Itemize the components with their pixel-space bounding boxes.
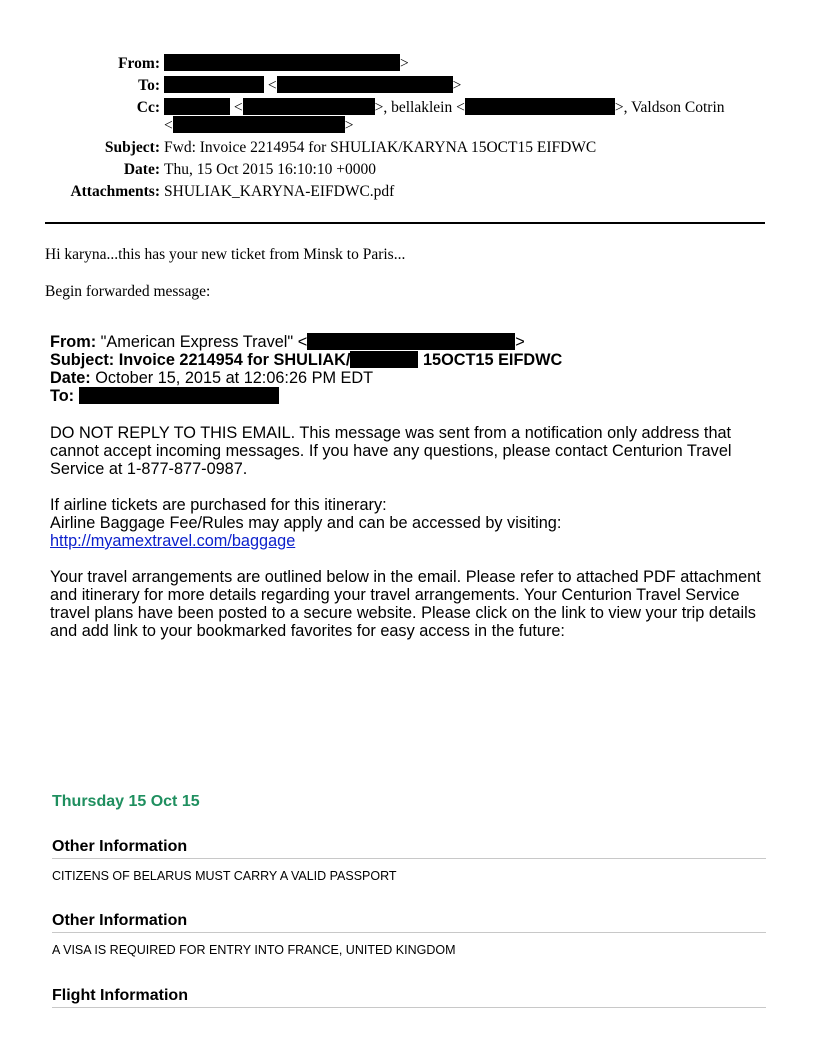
section-title-other-information-2: Other Information bbox=[52, 912, 188, 929]
section-divider bbox=[52, 932, 766, 933]
redacted-fwd-subject-name bbox=[350, 351, 418, 368]
redacted-cc-name bbox=[164, 98, 230, 115]
greeting-text: Hi karyna...this has your new ticket from Minsk to Paris... bbox=[45, 246, 406, 263]
fwd-from-line: From: "American Express Travel" < > bbox=[50, 333, 525, 351]
header-divider bbox=[45, 222, 765, 224]
from-label: From: bbox=[118, 55, 160, 72]
fwd-to-label: To: bbox=[50, 387, 75, 405]
redacted-from-address bbox=[164, 54, 400, 71]
fwd-from-name: "American Express Travel" < bbox=[100, 333, 308, 351]
subject-value: Fwd: Invoice 2214954 for SHULIAK/KARYNA 15OCT15 EIFDWC bbox=[164, 139, 597, 156]
baggage-link[interactable]: http://myamextravel.com/baggage bbox=[50, 532, 296, 550]
date-value: Thu, 15 Oct 2015 16:10:10 +0000 bbox=[164, 161, 376, 178]
fwd-subject-suffix: 15OCT15 EIFDWC bbox=[422, 351, 563, 369]
travel-arrangements-paragraph: Your travel arrangements are outlined below in the email. Please refer to attached PDF attachment and itinerary for more details regarding your travel arrangements. Your Centurion Travel Service travel plans have been posted to a secure website. Please click on the link to view your trip details and add link to your bookmarked favorites for easy access in the future: bbox=[50, 568, 761, 640]
redacted-cc-address-2 bbox=[465, 98, 615, 115]
fwd-subject-line bbox=[50, 351, 770, 369]
baggage-line-1: If airline tickets are purchased for this itinerary: bbox=[50, 496, 387, 514]
begin-forwarded-text: Begin forwarded message: bbox=[45, 283, 211, 300]
redacted-to-name bbox=[164, 76, 264, 93]
redacted-fwd-from-address bbox=[307, 333, 515, 350]
subject-label: Subject: bbox=[104, 139, 160, 156]
fwd-from-label: From: bbox=[50, 333, 97, 351]
fwd-subject-label: Subject: bbox=[50, 351, 115, 369]
fwd-date-value: October 15, 2015 at 12:06:26 PM EDT bbox=[95, 369, 374, 387]
fwd-date-label: Date: bbox=[50, 369, 91, 387]
fwd-subject-prefix: Invoice 2214954 for SHULIAK/ bbox=[118, 351, 351, 369]
redacted-cc-address bbox=[243, 98, 375, 115]
do-not-reply-paragraph: DO NOT REPLY TO THIS EMAIL. This message was sent from a notification only address that cannot accept incoming messages. If you have any questions, please contact Centurion Travel Service at 1-877-877-0987. bbox=[50, 424, 732, 478]
section-title-other-information-1: Other Information bbox=[52, 838, 188, 855]
to-label: To: bbox=[138, 77, 160, 94]
fwd-date-line bbox=[50, 369, 770, 387]
redacted-fwd-to-address bbox=[79, 387, 279, 404]
date-label: Date: bbox=[123, 161, 160, 178]
section-divider bbox=[52, 1007, 766, 1008]
cc-label: Cc: bbox=[136, 99, 160, 116]
section-text-visa: A VISA IS REQUIRED FOR ENTRY INTO FRANCE, UNITED KINGDOM bbox=[52, 943, 456, 957]
section-title-flight-information: Flight Information bbox=[52, 987, 188, 1004]
attachments-label: Attachments: bbox=[70, 183, 160, 200]
day-heading: Thursday 15 Oct 15 bbox=[52, 793, 200, 810]
section-text-passport: CITIZENS OF BELARUS MUST CARRY A VALID PASSPORT bbox=[52, 869, 397, 883]
redacted-to-address bbox=[277, 76, 453, 93]
fwd-to-line bbox=[50, 387, 770, 405]
attachment-filename[interactable]: SHULIAK_KARYNA-EIFDWC.pdf bbox=[164, 183, 395, 200]
redacted-cc-address-3 bbox=[173, 116, 345, 133]
baggage-paragraph bbox=[50, 496, 765, 550]
section-divider bbox=[52, 858, 766, 859]
baggage-line-2: Airline Baggage Fee/Rules may apply and can be accessed by visiting: bbox=[50, 514, 562, 532]
forwarded-headers bbox=[50, 333, 770, 405]
